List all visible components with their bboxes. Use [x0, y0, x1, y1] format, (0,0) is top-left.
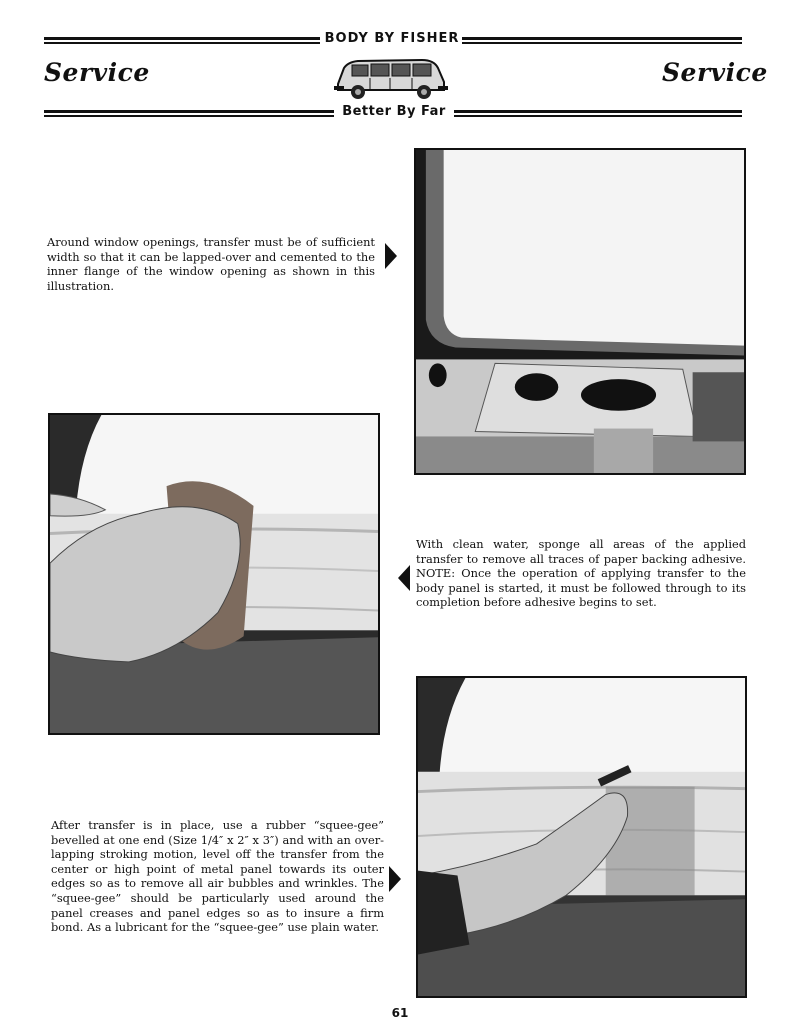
banner-better-by-far: Better By Far [342, 104, 446, 119]
squeegee-photo [416, 676, 747, 998]
sponging-transfer-photo [48, 413, 380, 735]
banner-body-by-fisher: BODY BY FISHER [324, 31, 460, 46]
header-rule-top-left [44, 37, 320, 44]
window-opening-photo [414, 148, 746, 475]
arrow-right-icon [385, 243, 397, 269]
paragraph-window-openings: Around window openings, transfer must be of sufficient width so that it can be lapped-over and cemented to the inner flange of the window opening as shown in this illustration. [47, 235, 375, 293]
header-rule-top-right [462, 37, 742, 44]
arrow-left-icon [398, 565, 410, 591]
paragraph-squeegee: After transfer is in place, use a rubber “squee-gee” bevelled at one end (Size 1/4″ x 2″ x 3″) and with an over-lapping stroking motion, level off the transfer from the center or high point of metal panel towards its outer edges so as to remove all air bubbles and wrinkles. The “squee-gee” should be particularly used around the panel creases and panel edges so as to insure a firm bond. As a lubricant for the “squee-gee” use plain water. [51, 818, 384, 935]
header-rule-bottom-right [454, 110, 742, 117]
station-wagon-icon [330, 50, 450, 104]
arrow-right-icon [389, 866, 401, 892]
header-rule-bottom-left [44, 110, 334, 117]
paragraph-sponge-water: With clean water, sponge all areas of the applied transfer to remove all traces of paper backing adhesive. NOTE: Once the operation of applying transfer to the body panel is started, it must be followed through to its completion before adhesive begins to set. [416, 537, 746, 610]
service-title-left: Service [44, 58, 150, 87]
service-title-right: Service [662, 58, 768, 87]
page-number: 61 [391, 1006, 409, 1020]
